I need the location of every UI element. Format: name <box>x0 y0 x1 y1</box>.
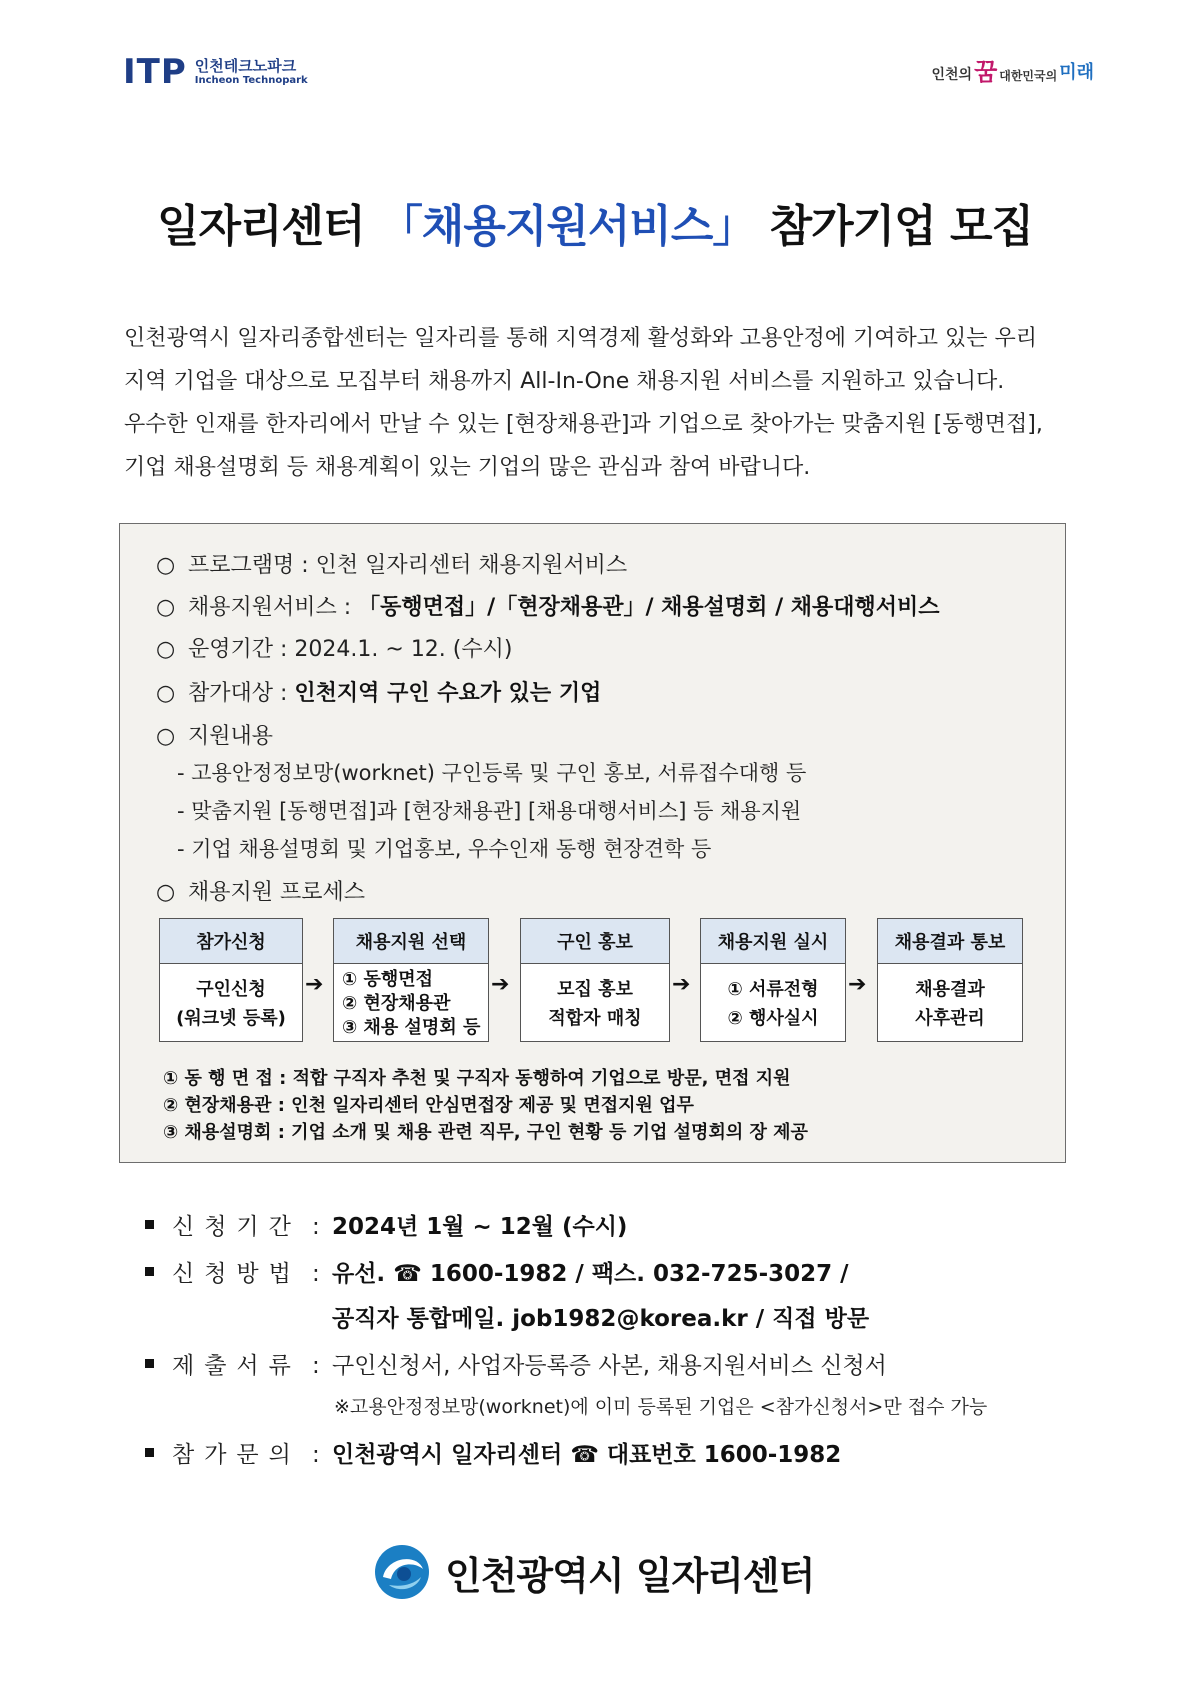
step-line: ② 현장채용관 <box>342 992 451 1014</box>
support-row <box>156 719 273 750</box>
intro-line: 기업 채용설명회 등 채용계획이 있는 기업의 많은 관심과 참여 바랍니다. <box>124 455 811 480</box>
itp-name-english: Incheon Technopark <box>194 74 308 86</box>
incheon-swirl-logo-icon <box>373 1543 431 1601</box>
contact-row <box>145 1436 841 1469</box>
footer-logo <box>373 1543 814 1601</box>
contact-label: 참가문의 <box>172 1442 301 1468</box>
process-step-select <box>333 918 489 1042</box>
step-title: 참가신청 <box>160 919 302 964</box>
itp-logo <box>123 52 308 92</box>
documents-note: ※고용안정정보망(worknet)에 이미 등록된 기업은 <참가신청서>만 접수 가능 <box>334 1396 988 1418</box>
footer-org-name: 인천광역시 일자리센터 <box>445 1553 815 1598</box>
label-colon: : <box>312 1214 320 1240</box>
itp-logo-mark: ITP <box>123 52 187 92</box>
square-bullet-icon <box>145 1267 154 1276</box>
period-label: 운영기간 : <box>188 637 295 662</box>
period-value: 2024.1. ~ 12. (수시) <box>294 637 513 662</box>
process-note: ③ 채용설명회 : 기업 소개 및 채용 관련 직무, 구인 현황 등 기업 설명회의 장 제공 <box>163 1122 808 1143</box>
process-step-result <box>877 918 1023 1042</box>
circle-bullet-icon: ○ <box>156 681 176 706</box>
label-colon: : <box>312 1353 320 1379</box>
target-value: 인천지역 구인 수요가 있는 기업 <box>294 681 602 706</box>
intro-line: 우수한 인재를 한자리에서 만날 수 있는 [현장채용관]과 기업으로 찾아가는 맞춤지원 [동행면접], <box>124 412 1043 437</box>
step-line: ② 행사실시 <box>727 1007 819 1029</box>
step-title: 구인 홍보 <box>521 919 669 964</box>
application-method-label: 신청방법 <box>172 1261 301 1287</box>
period-row <box>156 632 512 663</box>
target-label: 참가대상 : <box>188 681 295 706</box>
process-note: ② 현장채용관 : 인천 일자리센터 안심면접장 제공 및 면접지원 업무 <box>163 1095 694 1116</box>
process-note: ① 동 행 면 접 : 적합 구직자 추천 및 구직자 동행하여 기업으로 방문, 면접 지원 <box>163 1068 791 1089</box>
process-step-execute <box>700 918 846 1042</box>
step-line: 모집 홍보 <box>557 978 633 1000</box>
intro-paragraph <box>124 317 1074 489</box>
process-row <box>156 875 365 906</box>
step-body <box>160 964 302 1043</box>
page-title <box>0 190 1190 254</box>
support-label: 지원내용 <box>188 724 274 749</box>
step-line: 구인신청 <box>196 978 266 1000</box>
intro-line: 인천광역시 일자리종합센터는 일자리를 통해 지역경제 활성화와 고용안정에 기여하고 있는 우리 <box>124 326 1038 351</box>
process-step-apply <box>159 918 303 1042</box>
title-prefix: 일자리센터 <box>156 201 379 252</box>
slogan-part: 대한민국의 <box>999 69 1058 83</box>
process-step-promote <box>520 918 670 1042</box>
intro-line: 지역 기업을 대상으로 모집부터 채용까지 All-In-One 채용지원 서비스를 지원하고 있습니다. <box>124 369 1005 394</box>
step-body <box>878 964 1022 1043</box>
support-item: - 고용안정정보망(worknet) 구인등록 및 구인 홍보, 서류접수대행 등 <box>177 761 807 785</box>
arrow-right-icon: ➔ <box>491 972 510 997</box>
application-method-row <box>145 1255 849 1288</box>
itp-logo-text <box>195 58 308 87</box>
circle-bullet-icon: ○ <box>156 637 176 662</box>
slogan-part: 인천의 <box>931 67 973 83</box>
circle-bullet-icon: ○ <box>156 553 176 578</box>
circle-bullet-icon: ○ <box>156 724 176 749</box>
support-item: - 기업 채용설명회 및 기업홍보, 우수인재 동행 현장견학 등 <box>177 837 712 861</box>
documents-value: 구인신청서, 사업자등록증 사본, 채용지원서비스 신청서 <box>332 1353 887 1379</box>
program-label: 프로그램명 : <box>188 553 316 578</box>
application-method-continued: 공직자 통합메일. job1982@korea.kr / 직접 방문 <box>332 1306 870 1332</box>
support-item: - 맞춤지원 [동행면접]과 [현장채용관] [채용대행서비스] 등 채용지원 <box>177 799 802 823</box>
square-bullet-icon <box>145 1448 154 1457</box>
title-highlight: 「채용지원서비스」 <box>378 201 756 252</box>
step-line: 채용결과 <box>915 978 985 1000</box>
step-body <box>701 964 845 1043</box>
step-line: ③ 채용 설명회 등 <box>342 1016 481 1038</box>
application-method-value: 유선. ☎ 1600-1982 / 팩스. 032-725-3027 / <box>332 1261 849 1287</box>
step-title: 채용지원 실시 <box>701 919 845 964</box>
application-period-label: 신청기간 <box>172 1214 301 1240</box>
documents-label: 제출서류 <box>172 1353 301 1379</box>
step-line: ① 동행면접 <box>342 968 434 990</box>
application-period-row <box>145 1208 627 1241</box>
target-row <box>156 676 601 707</box>
arrow-right-icon: ➔ <box>305 972 324 997</box>
arrow-right-icon: ➔ <box>848 972 867 997</box>
square-bullet-icon <box>145 1359 154 1368</box>
documents-row <box>145 1347 887 1380</box>
label-colon: : <box>312 1261 320 1287</box>
program-info-box <box>119 523 1066 1163</box>
slogan-part: 미래 <box>1059 62 1094 83</box>
program-value: 인천 일자리센터 채용지원서비스 <box>315 553 628 578</box>
title-suffix: 참가기업 모집 <box>755 201 1034 252</box>
square-bullet-icon <box>145 1220 154 1229</box>
process-label: 채용지원 프로세스 <box>188 880 366 905</box>
program-name-row <box>156 548 627 579</box>
arrow-right-icon: ➔ <box>672 972 691 997</box>
contact-value: 인천광역시 일자리센터 ☎ 대표번호 1600-1982 <box>332 1442 842 1468</box>
incheon-slogan-logo <box>931 58 1094 84</box>
step-title: 채용결과 통보 <box>878 919 1022 964</box>
step-body <box>521 964 669 1043</box>
slogan-part: 꿈 <box>974 58 998 86</box>
application-period-value: 2024년 1월 ~ 12월 (수시) <box>332 1214 628 1240</box>
itp-name-korean: 인천테크노파크 <box>194 56 297 75</box>
service-row <box>156 590 940 621</box>
service-value: 「동행면접」/「현장채용관」/ 채용설명회 / 채용대행서비스 <box>358 595 940 620</box>
step-line: 적합자 매칭 <box>548 1007 642 1029</box>
step-title: 채용지원 선택 <box>334 919 488 964</box>
step-body <box>334 964 488 1043</box>
circle-bullet-icon: ○ <box>156 595 176 620</box>
service-label: 채용지원서비스 : <box>188 595 359 620</box>
label-colon: : <box>312 1442 320 1468</box>
step-line: 사후관리 <box>915 1007 985 1029</box>
step-line: ① 서류전형 <box>727 978 819 1000</box>
step-line: (워크넷 등록) <box>176 1007 286 1029</box>
circle-bullet-icon: ○ <box>156 880 176 905</box>
